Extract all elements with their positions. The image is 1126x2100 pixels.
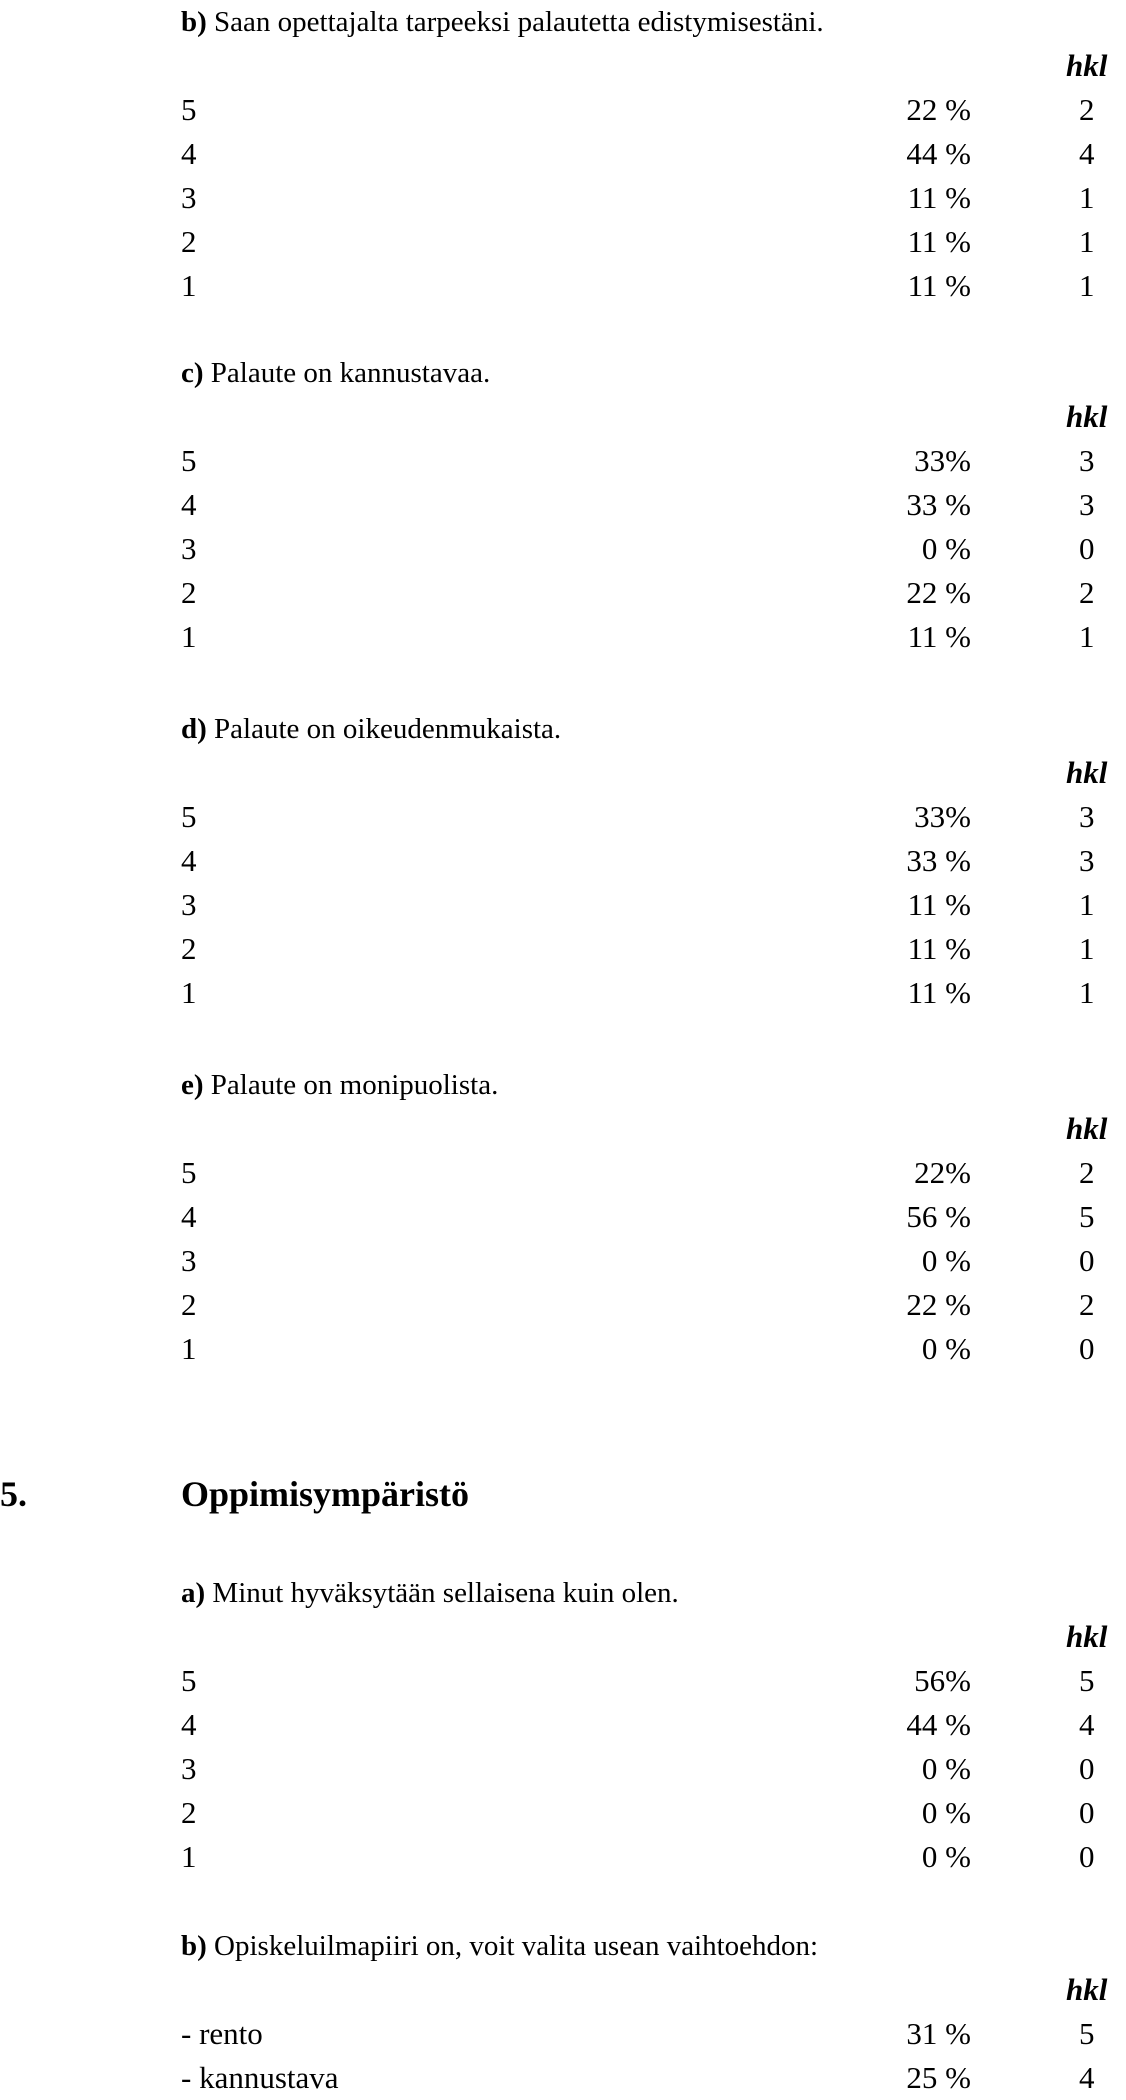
question-letter: b) (181, 6, 207, 38)
section-title: Oppimisympäristö (181, 1474, 470, 1514)
answer-row (181, 1151, 1095, 1195)
hkl-header: hkl (1066, 1972, 1108, 2007)
answer-percent: 11 % (907, 180, 971, 215)
hkl-header: hkl (1066, 755, 1108, 790)
answer-count: 1 (1079, 931, 1095, 966)
answer-percent: 11 % (907, 975, 971, 1010)
answer-count: 0 (1079, 1839, 1095, 1874)
answer-grade: 4 (181, 1199, 197, 1234)
answer-count: 3 (1079, 487, 1095, 522)
answer-count: 5 (1079, 1663, 1095, 1698)
answer-row (181, 571, 1095, 615)
hkl-header-row (181, 44, 1108, 88)
answer-row (181, 1703, 1095, 1747)
answer-row (181, 1195, 1095, 1239)
answer-count: 3 (1079, 443, 1095, 478)
question-title (181, 351, 921, 395)
answer-grade: 1 (181, 268, 197, 303)
answer-percent: 22 % (906, 92, 971, 127)
answer-count: 5 (1079, 2016, 1095, 2051)
section-number: 5. (0, 1474, 27, 1514)
answer-percent: 11 % (907, 268, 971, 303)
answer-percent: 0 % (921, 1751, 971, 1786)
answer-percent: 44 % (906, 1707, 971, 1742)
answer-grade: 5 (181, 92, 197, 127)
answer-row (181, 176, 1095, 220)
question-text: Palaute on oikeudenmukaista. (214, 713, 562, 745)
answer-percent: 11 % (907, 887, 971, 922)
answer-percent: 33 % (906, 487, 971, 522)
answer-row (181, 2012, 1095, 2056)
answer-count: 0 (1079, 531, 1095, 566)
hkl-header-row (181, 1615, 1108, 1659)
answer-grade: 1 (181, 975, 197, 1010)
answer-row (181, 2056, 1095, 2100)
answer-percent: 33 % (906, 843, 971, 878)
question-letter: d) (181, 713, 207, 745)
question-letter: c) (181, 357, 204, 389)
answer-row (181, 927, 1095, 971)
answer-percent: 22% (914, 1155, 971, 1190)
answer-count: 5 (1079, 1199, 1095, 1234)
answer-grade: 3 (181, 180, 197, 215)
answer-percent: 33% (914, 443, 971, 478)
answer-row (181, 1747, 1095, 1791)
answer-row (181, 88, 1095, 132)
question-text: Minut hyväksytään sellaisena kuin olen. (212, 1577, 679, 1609)
answer-grade: 2 (181, 575, 197, 610)
answer-percent: 0 % (921, 1795, 971, 1830)
answer-count: 0 (1079, 1331, 1095, 1366)
answer-count: 1 (1079, 224, 1095, 259)
answer-grade: 3 (181, 531, 197, 566)
answer-grade: 2 (181, 931, 197, 966)
question-title (181, 1924, 921, 1968)
answer-count: 1 (1079, 268, 1095, 303)
answer-grade: 3 (181, 1751, 197, 1786)
answer-grade: 2 (181, 224, 197, 259)
answer-count: 1 (1079, 887, 1095, 922)
hkl-header-row (181, 1107, 1108, 1151)
answer-row (181, 264, 1095, 308)
answer-row (181, 527, 1095, 571)
answer-count: 2 (1079, 1287, 1095, 1322)
answer-count: 0 (1079, 1751, 1095, 1786)
answer-grade: 4 (181, 843, 197, 878)
question-block-5a (181, 1571, 1108, 1879)
answer-row (181, 971, 1095, 1015)
answer-count: 0 (1079, 1243, 1095, 1278)
answer-percent: 25 % (906, 2060, 971, 2095)
answer-count: 1 (1079, 975, 1095, 1010)
answer-row (181, 439, 1095, 483)
answer-option: - rento (181, 2016, 263, 2051)
answer-percent: 0 % (921, 531, 971, 566)
answer-row (181, 1791, 1095, 1835)
answer-grade: 4 (181, 136, 197, 171)
answer-grade: 1 (181, 1331, 197, 1366)
question-letter: a) (181, 1577, 206, 1609)
hkl-header: hkl (1066, 399, 1108, 434)
answer-row (181, 220, 1095, 264)
answer-percent: 31 % (906, 2016, 971, 2051)
question-letter: e) (181, 1069, 204, 1101)
hkl-header-row (181, 751, 1108, 795)
answer-count: 1 (1079, 180, 1095, 215)
answer-grade: 4 (181, 487, 197, 522)
section-heading (0, 1464, 960, 1524)
answer-grade: 2 (181, 1287, 197, 1322)
answer-count: 2 (1079, 92, 1095, 127)
answer-row (181, 132, 1095, 176)
answer-grade: 5 (181, 1155, 197, 1190)
question-title (181, 1063, 921, 1107)
answer-percent: 44 % (906, 136, 971, 171)
answer-percent: 56 % (906, 1199, 971, 1234)
answer-percent: 11 % (907, 619, 971, 654)
answer-option: - kannustava (181, 2060, 339, 2095)
answer-grade: 5 (181, 799, 197, 834)
answer-percent: 22 % (906, 575, 971, 610)
answer-row (181, 1659, 1095, 1703)
answer-row (181, 1239, 1095, 1283)
answer-grade: 3 (181, 1243, 197, 1278)
answer-grade: 5 (181, 443, 197, 478)
question-block-c (181, 351, 1108, 659)
hkl-header: hkl (1066, 1619, 1108, 1654)
question-text: Palaute on monipuolista. (210, 1069, 499, 1101)
answer-grade: 1 (181, 619, 197, 654)
answer-percent: 0 % (921, 1331, 971, 1366)
hkl-header-row (181, 395, 1108, 439)
answer-row (181, 1283, 1095, 1327)
question-block-5b (181, 1924, 1108, 2100)
hkl-header: hkl (1066, 1111, 1108, 1146)
answer-count: 0 (1079, 1795, 1095, 1830)
answer-percent: 11 % (907, 931, 971, 966)
answer-count: 1 (1079, 619, 1095, 654)
answer-count: 4 (1079, 136, 1095, 171)
question-block-b (181, 0, 1108, 308)
answer-count: 3 (1079, 843, 1095, 878)
answer-grade: 5 (181, 1663, 197, 1698)
hkl-header: hkl (1066, 48, 1108, 83)
answer-row (181, 1835, 1095, 1879)
answer-grade: 2 (181, 1795, 197, 1830)
answer-count: 4 (1079, 1707, 1095, 1742)
answer-percent: 0 % (921, 1243, 971, 1278)
answer-row (181, 795, 1095, 839)
answer-percent: 33% (914, 799, 971, 834)
answer-row (181, 839, 1095, 883)
answer-percent: 56% (914, 1663, 971, 1698)
question-title (181, 1571, 921, 1615)
question-block-e (181, 1063, 1108, 1371)
answer-percent: 22 % (906, 1287, 971, 1322)
answer-percent: 11 % (907, 224, 971, 259)
answer-count: 2 (1079, 575, 1095, 610)
answer-count: 4 (1079, 2060, 1095, 2095)
question-block-d (181, 707, 1108, 1015)
question-text: Opiskeluilmapiiri on, voit valita usean vaihtoehdon: (214, 1930, 819, 1962)
hkl-header-row (181, 1968, 1108, 2012)
question-letter: b) (181, 1930, 207, 1962)
answer-count: 3 (1079, 799, 1095, 834)
answer-row (181, 483, 1095, 527)
answer-grade: 4 (181, 1707, 197, 1742)
answer-grade: 3 (181, 887, 197, 922)
answer-count: 2 (1079, 1155, 1095, 1190)
question-text: Palaute on kannustavaa. (210, 357, 491, 389)
answer-row (181, 615, 1095, 659)
answer-grade: 1 (181, 1839, 197, 1874)
answer-row (181, 883, 1095, 927)
question-title (181, 707, 921, 751)
question-text: Saan opettajalta tarpeeksi palautetta edistymisestäni. (214, 6, 824, 38)
answer-percent: 0 % (921, 1839, 971, 1874)
question-title (181, 0, 921, 44)
answer-row (181, 1327, 1095, 1371)
